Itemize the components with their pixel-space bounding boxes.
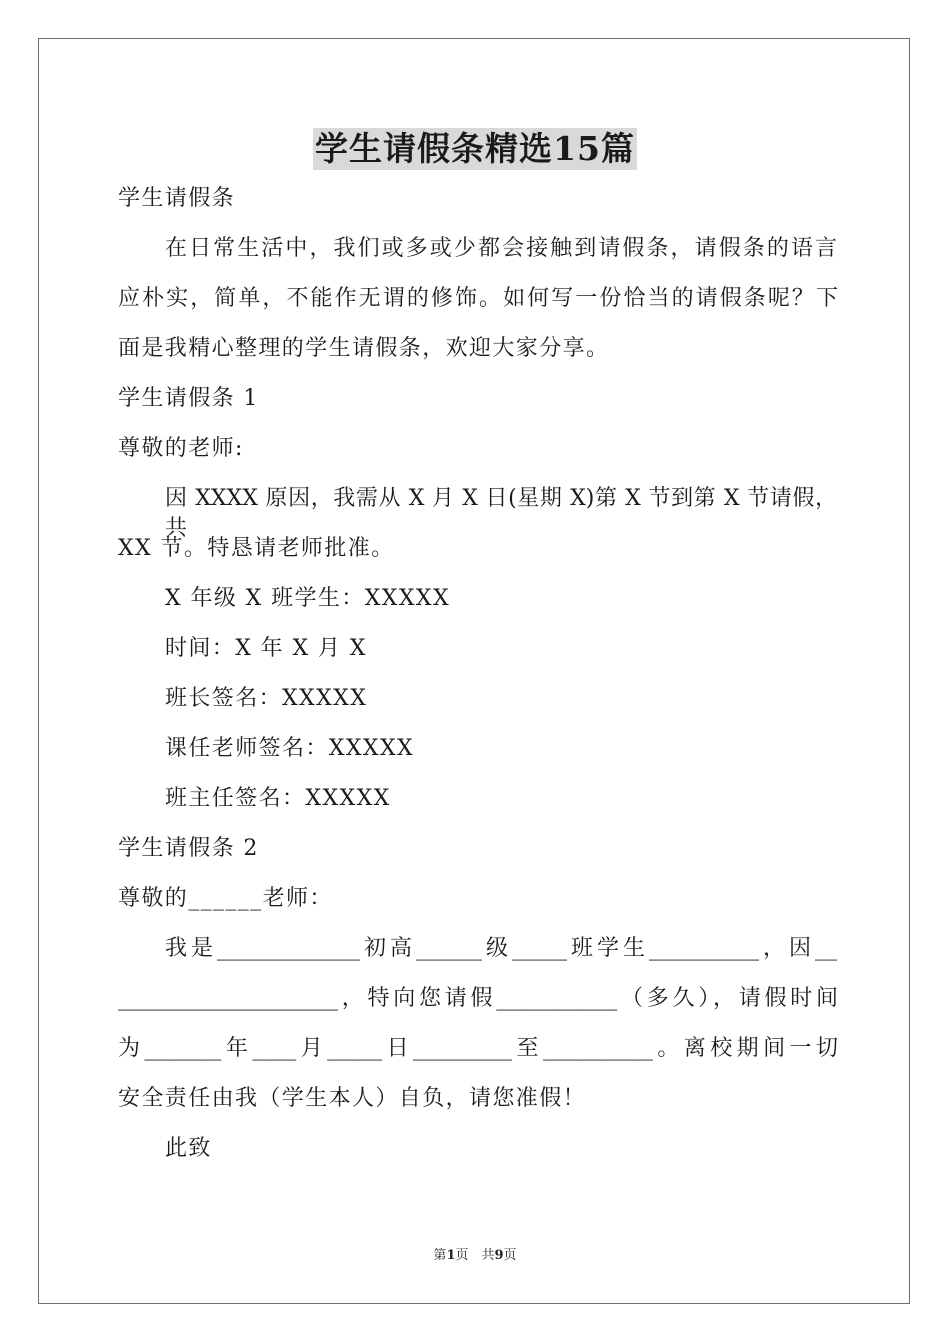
- paragraph-line: ____________________，特向您请假___________（多久），请假时间: [118, 986, 838, 1011]
- salutation: 尊敬的老师:: [118, 436, 244, 461]
- paragraph-line: 在日常生活中，我们或多或少都会接触到请假条，请假条的语言: [165, 236, 837, 261]
- page-footer: [0, 1247, 950, 1265]
- paragraph-line: 安全责任由我（学生本人）自负，请您准假！: [118, 1086, 587, 1111]
- paragraph-line: 面是我精心整理的学生请假条，欢迎大家分享。: [118, 336, 610, 361]
- paragraph-line: 应朴实，简单，不能作无谓的修饰。如何写一份恰当的请假条呢？下: [118, 286, 838, 311]
- section-heading: 学生请假条 1: [118, 386, 259, 411]
- paragraph-line: XX 节。特恳请老师批准。: [118, 536, 395, 561]
- section-heading: 学生请假条: [118, 186, 236, 211]
- title-container: [0, 128, 950, 170]
- footer-prefix: 第: [433, 1248, 447, 1263]
- page-border: [38, 38, 910, 1304]
- signature-line: 课任老师签名：XXXXX: [165, 736, 415, 761]
- document-title: 学生请假条精选15篇: [315, 129, 635, 168]
- footer-suffix: 页: [503, 1248, 517, 1263]
- footer-current-page: 1: [446, 1248, 456, 1263]
- signature-line: 班长签名：XXXXX: [165, 686, 368, 711]
- footer-middle: 页 共: [455, 1248, 495, 1263]
- paragraph-line: 我是_____________初高______级_____班学生__________，因__: [165, 936, 837, 961]
- paragraph-line: 因 XXXX 原因，我需从 X 月 X 日(星期 X)第 X 节到第 X 节请假，共: [165, 486, 837, 541]
- paragraph-line: 为_______年____月_____日_________至__________。离校期间一切: [118, 1036, 838, 1061]
- signature-line: 时间：X 年 X 月 X: [165, 636, 367, 661]
- signature-line: 班主任签名：XXXXX: [165, 786, 391, 811]
- section-heading: 学生请假条 2: [118, 836, 259, 861]
- footer-total-pages: 9: [494, 1248, 504, 1263]
- salutation: 尊敬的______老师：: [118, 886, 333, 911]
- signature-line: X 年级 X 班学生：XXXXX: [165, 586, 451, 611]
- closing-line: 此致: [165, 1136, 212, 1161]
